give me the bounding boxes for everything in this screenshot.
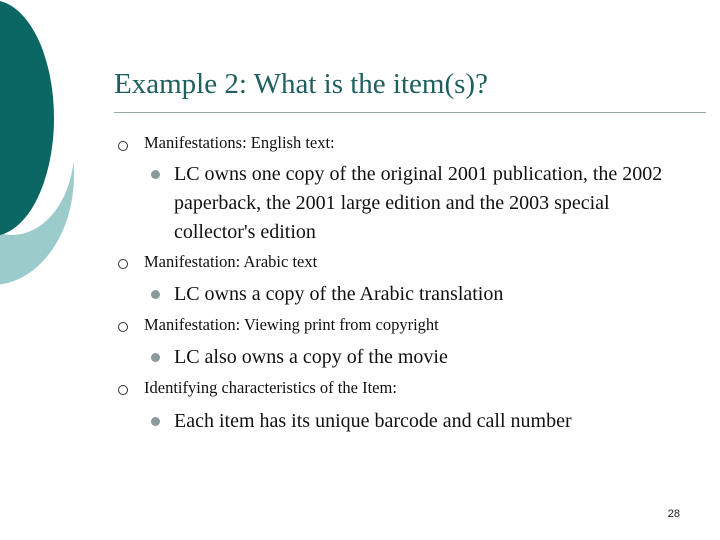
bullet-english-text: Manifestations: English text:: [144, 133, 335, 152]
title-divider: [114, 112, 706, 113]
sub-bullet-arabic-copy: LC owns a copy of the Arabic translation: [174, 283, 504, 305]
dot-bullet-icon: [151, 290, 160, 299]
hollow-bullet-icon: [118, 385, 128, 395]
corner-decoration: [0, 0, 110, 300]
hollow-bullet-icon: [118, 141, 128, 151]
bullet-viewing-print: Manifestation: Viewing print from copyright: [144, 315, 439, 334]
sub-bullet-movie-copy: LC also owns a copy of the movie: [174, 346, 448, 368]
hollow-bullet-icon: [118, 322, 128, 332]
dot-bullet-icon: [151, 170, 160, 179]
dot-bullet-icon: [151, 353, 160, 362]
slide-title: Example 2: What is the item(s)?: [114, 68, 488, 100]
bullet-arabic-text: Manifestation: Arabic text: [144, 252, 318, 271]
dot-bullet-icon: [151, 417, 160, 426]
page-number: 28: [667, 508, 680, 520]
sub-bullet-barcode: Each item has its unique barcode and call number: [174, 410, 572, 432]
hollow-bullet-icon: [118, 259, 128, 269]
sub-bullet-english-copies: LC owns one copy of the original 2001 publication, the 2002 paperback, the 2001 large edition and the 2003 special collector's edition: [174, 163, 663, 243]
bullet-identifying-characteristics: Identifying characteristics of the Item:: [144, 378, 397, 397]
